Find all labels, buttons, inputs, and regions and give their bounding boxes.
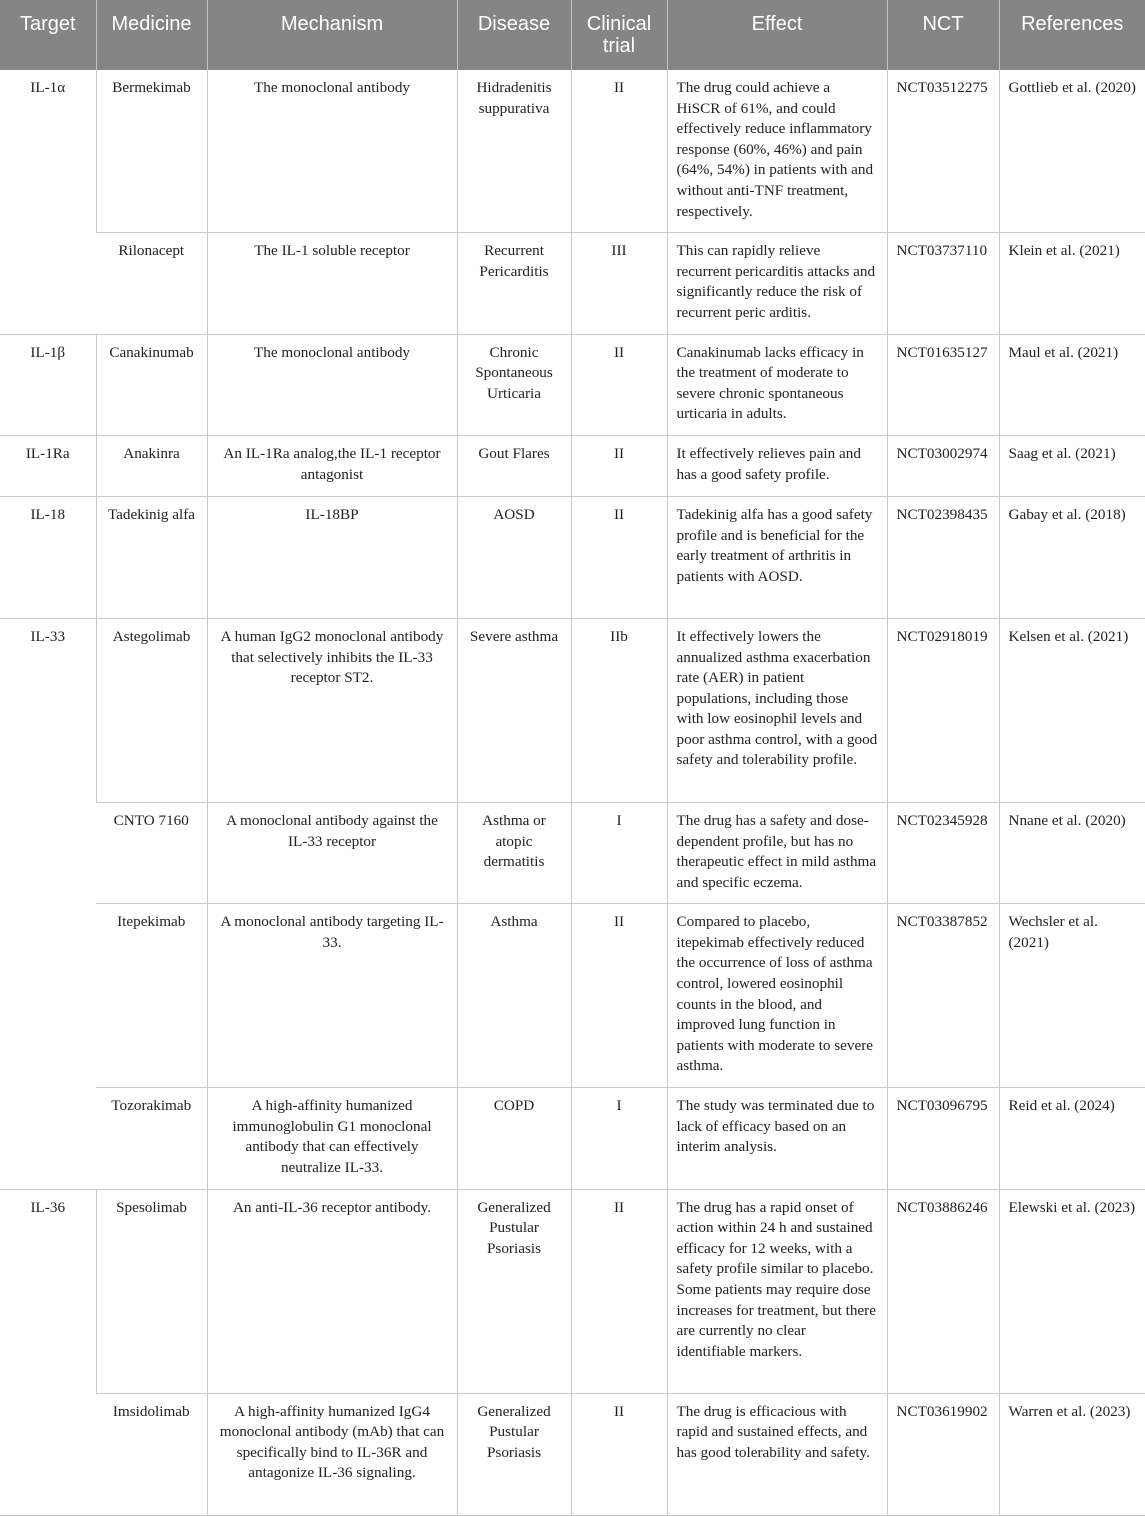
medicine-cell: CNTO 7160 bbox=[96, 802, 207, 903]
medicine-cell: Canakinumab bbox=[96, 334, 207, 435]
target-cell: IL-18 bbox=[0, 496, 96, 618]
medicine-cell: Rilonacept bbox=[96, 233, 207, 334]
table-row bbox=[0, 334, 1145, 435]
disease-cell: Severe asthma bbox=[457, 618, 571, 802]
disease-cell: AOSD bbox=[457, 496, 571, 618]
table-row bbox=[0, 802, 1145, 903]
reference-cell: Wechsler et al. (2021) bbox=[999, 904, 1145, 1088]
table-row bbox=[0, 233, 1145, 334]
nct-cell: NCT02345928 bbox=[887, 802, 999, 903]
trial-cell: II bbox=[571, 70, 667, 233]
effect-cell: The drug has a safety and dose-dependent profile, but has no therapeutic effect in mild asthma and specific eczema. bbox=[667, 802, 887, 903]
trial-cell: II bbox=[571, 435, 667, 496]
trial-cell: IIb bbox=[571, 618, 667, 802]
disease-cell: Recurrent Pericarditis bbox=[457, 233, 571, 334]
effect-cell: Compared to placebo, itepekimab effectively reduced the occurrence of loss of asthma control, lowered eosinophil counts in the blood, and improved lung function in patients with moderate to severe asthma. bbox=[667, 904, 887, 1088]
effect-cell: Canakinumab lacks efficacy in the treatment of moderate to severe chronic spontaneous urticaria in adults. bbox=[667, 334, 887, 435]
nct-cell: NCT02398435 bbox=[887, 496, 999, 618]
nct-cell: NCT03886246 bbox=[887, 1189, 999, 1393]
header-mechanism: Mechanism bbox=[207, 0, 457, 70]
effect-cell: The drug has a rapid onset of action within 24 h and sustained efficacy for 12 weeks, with a safety profile similar to placebo. Some patients may require dose increases for treatment, but there are currently no clear identifiable markers. bbox=[667, 1189, 887, 1393]
target-cell: IL-1Ra bbox=[0, 435, 96, 496]
table-row bbox=[0, 618, 1145, 802]
medicine-cell: Tozorakimab bbox=[96, 1088, 207, 1189]
trial-cell: II bbox=[571, 334, 667, 435]
nct-cell: NCT03619902 bbox=[887, 1393, 999, 1515]
effect-cell: Tadekinig alfa has a good safety profile and is beneficial for the early treatment of arthritis in patients with AOSD. bbox=[667, 496, 887, 618]
effect-cell: The drug is efficacious with rapid and sustained effects, and has good tolerability and safety. bbox=[667, 1393, 887, 1515]
effect-cell: The drug could achieve a HiSCR of 61%, and could effectively reduce inflammatory response (60%, 46%) and pain (64%, 54%) in patients with and without anti-TNF treatment, respectively. bbox=[667, 70, 887, 233]
header-disease: Disease bbox=[457, 0, 571, 70]
trial-cell: II bbox=[571, 496, 667, 618]
effect-cell: It effectively lowers the annualized asthma exacerbation rate (AER) in patient populations, including those with low eosinophil levels and poor asthma control, with a good safety and tolerability profile. bbox=[667, 618, 887, 802]
medicine-cell: Imsidolimab bbox=[96, 1393, 207, 1515]
header-references: References bbox=[999, 0, 1145, 70]
target-cell: IL-36 bbox=[0, 1189, 96, 1515]
header-effect: Effect bbox=[667, 0, 887, 70]
disease-cell: Gout Flares bbox=[457, 435, 571, 496]
nct-cell: NCT02918019 bbox=[887, 618, 999, 802]
header-clinical-trial: Clinical trial bbox=[571, 0, 667, 70]
reference-cell: Elewski et al. (2023) bbox=[999, 1189, 1145, 1393]
medicine-cell: Astegolimab bbox=[96, 618, 207, 802]
disease-cell: Generalized Pustular Psoriasis bbox=[457, 1393, 571, 1515]
mechanism-cell: IL-18BP bbox=[207, 496, 457, 618]
reference-cell: Maul et al. (2021) bbox=[999, 334, 1145, 435]
effect-cell: This can rapidly relieve recurrent pericarditis attacks and significantly reduce the risk of recurrent peric arditis. bbox=[667, 233, 887, 334]
mechanism-cell: The monoclonal antibody bbox=[207, 70, 457, 233]
mechanism-cell: An IL-1Ra analog,the IL-1 receptor antagonist bbox=[207, 435, 457, 496]
disease-cell: Asthma bbox=[457, 904, 571, 1088]
target-cell: IL-1α bbox=[0, 70, 96, 334]
table-row bbox=[0, 496, 1145, 618]
target-cell: IL-33 bbox=[0, 618, 96, 1189]
reference-cell: Warren et al. (2023) bbox=[999, 1393, 1145, 1515]
mechanism-cell: The IL-1 soluble receptor bbox=[207, 233, 457, 334]
header-row bbox=[0, 0, 1145, 70]
nct-cell: NCT03512275 bbox=[887, 70, 999, 233]
medicine-cell: Anakinra bbox=[96, 435, 207, 496]
table-row bbox=[0, 1189, 1145, 1393]
disease-cell: Asthma or atopic dermatitis bbox=[457, 802, 571, 903]
header-medicine: Medicine bbox=[96, 0, 207, 70]
reference-cell: Reid et al. (2024) bbox=[999, 1088, 1145, 1189]
disease-cell: COPD bbox=[457, 1088, 571, 1189]
reference-cell: Klein et al. (2021) bbox=[999, 233, 1145, 334]
target-cell: IL-1β bbox=[0, 334, 96, 435]
trial-cell: III bbox=[571, 233, 667, 334]
reference-cell: Saag et al. (2021) bbox=[999, 435, 1145, 496]
reference-cell: Gabay et al. (2018) bbox=[999, 496, 1145, 618]
table-row bbox=[0, 1088, 1145, 1189]
effect-cell: It effectively relieves pain and has a good safety profile. bbox=[667, 435, 887, 496]
medicine-cell: Itepekimab bbox=[96, 904, 207, 1088]
nct-cell: NCT03387852 bbox=[887, 904, 999, 1088]
mechanism-cell: A human IgG2 monoclonal antibody that selectively inhibits the IL-33 receptor ST2. bbox=[207, 618, 457, 802]
trial-cell: II bbox=[571, 904, 667, 1088]
mechanism-cell: A monoclonal antibody against the IL-33 receptor bbox=[207, 802, 457, 903]
nct-cell: NCT03096795 bbox=[887, 1088, 999, 1189]
disease-cell: Generalized Pustular Psoriasis bbox=[457, 1189, 571, 1393]
table-row bbox=[0, 904, 1145, 1088]
table-row bbox=[0, 1393, 1145, 1515]
table-row bbox=[0, 435, 1145, 496]
medicine-cell: Bermekimab bbox=[96, 70, 207, 233]
trial-cell: II bbox=[571, 1189, 667, 1393]
table-row bbox=[0, 70, 1145, 233]
nct-cell: NCT01635127 bbox=[887, 334, 999, 435]
medicine-cell: Tadekinig alfa bbox=[96, 496, 207, 618]
mechanism-cell: An anti-IL-36 receptor antibody. bbox=[207, 1189, 457, 1393]
mechanism-cell: The monoclonal antibody bbox=[207, 334, 457, 435]
mechanism-cell: A high-affinity humanized immunoglobulin G1 monoclonal antibody that can effectively neutralize IL-33. bbox=[207, 1088, 457, 1189]
mechanism-cell: A high-affinity humanized IgG4 monoclonal antibody (mAb) that can specifically bind to IL-36R and antagonize IL-36 signaling. bbox=[207, 1393, 457, 1515]
nct-cell: NCT03002974 bbox=[887, 435, 999, 496]
mechanism-cell: A monoclonal antibody targeting IL-33. bbox=[207, 904, 457, 1088]
header-nct: NCT bbox=[887, 0, 999, 70]
trial-cell: II bbox=[571, 1393, 667, 1515]
reference-cell: Nnane et al. (2020) bbox=[999, 802, 1145, 903]
trial-cell: I bbox=[571, 1088, 667, 1189]
medicine-cell: Spesolimab bbox=[96, 1189, 207, 1393]
header-target: Target bbox=[0, 0, 96, 70]
nct-cell: NCT03737110 bbox=[887, 233, 999, 334]
reference-cell: Kelsen et al. (2021) bbox=[999, 618, 1145, 802]
reference-cell: Gottlieb et al. (2020) bbox=[999, 70, 1145, 233]
effect-cell: The study was terminated due to lack of efficacy based on an interim analysis. bbox=[667, 1088, 887, 1189]
trial-cell: I bbox=[571, 802, 667, 903]
disease-cell: Chronic Spontaneous Urticaria bbox=[457, 334, 571, 435]
disease-cell: Hidradenitis suppurativa bbox=[457, 70, 571, 233]
